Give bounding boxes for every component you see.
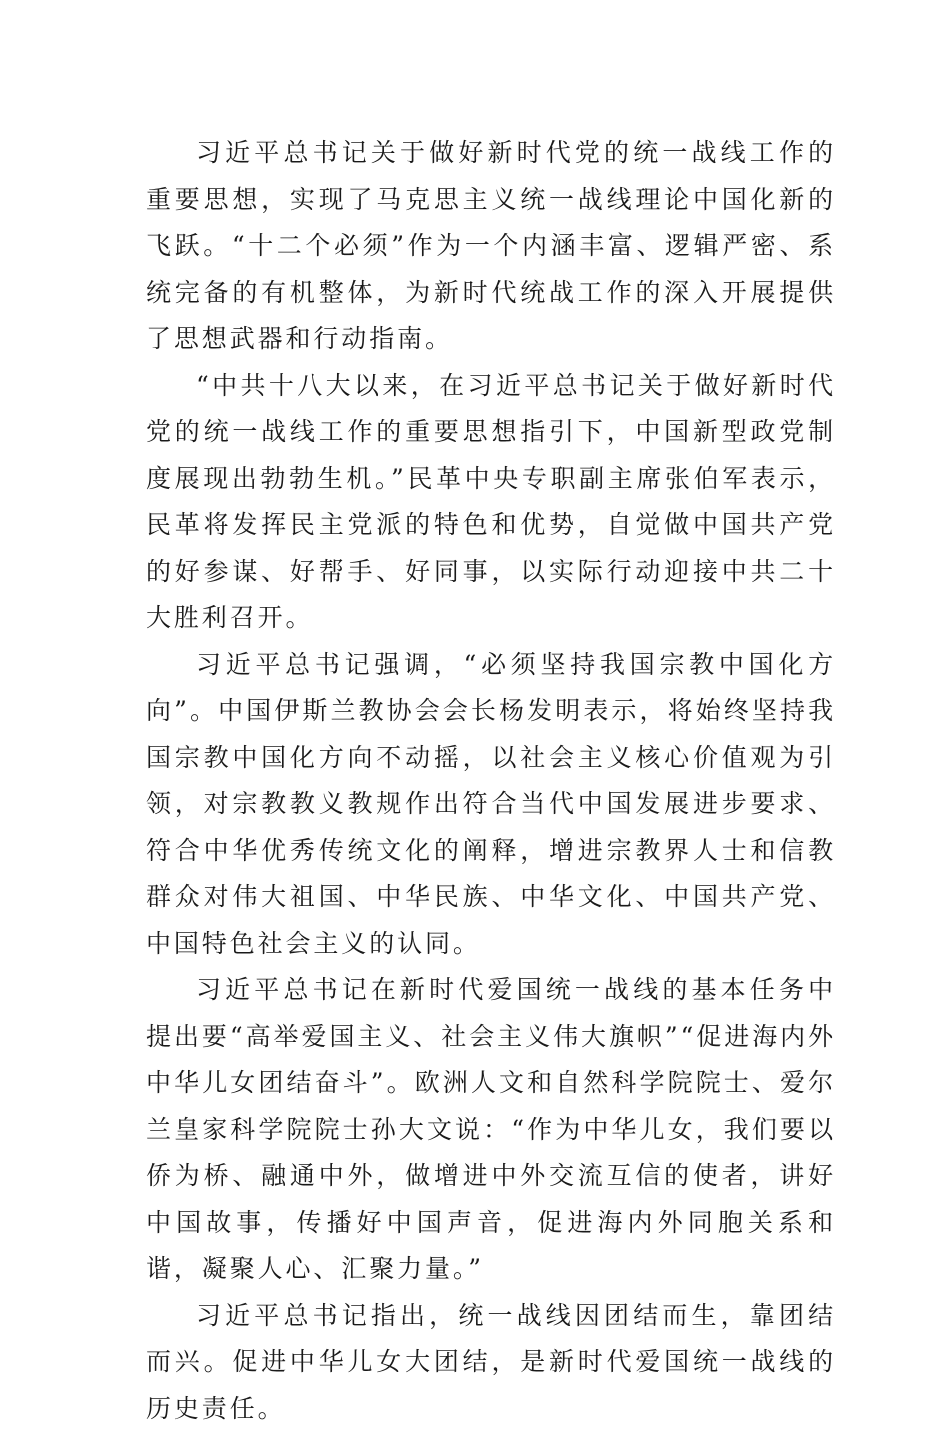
paragraph-5: 习近平总书记指出，统一战线因团结而生，靠团结而兴。促进中华儿女大团结，是新时代爱国统一战线的历史责任。 <box>146 1293 836 1432</box>
paragraph-2: “中共十八大以来，在习近平总书记关于做好新时代党的统一战线工作的重要思想指引下，中国新型政党制度展现出勃勃生机。”民革中央专职副主席张伯军表示，民革将发挥民主党派的特色和优势，自觉做中国共产党的好参谋、好帮手、好同事，以实际行动迎接中共二十大胜利召开。 <box>146 363 836 642</box>
paragraph-3: 习近平总书记强调，“必须坚持我国宗教中国化方向”。中国伊斯兰教协会会长杨发明表示，将始终坚持我国宗教中国化方向不动摇，以社会主义核心价值观为引领，对宗教教义教规作出符合当代中国发展进步要求、符合中华优秀传统文化的阐释，增进宗教界人士和信教群众对伟大祖国、中华民族、中华文化、中国共产党、中国特色社会主义的认同。 <box>146 642 836 968</box>
paragraph-4: 习近平总书记在新时代爱国统一战线的基本任务中提出要“高举爱国主义、社会主义伟大旗帜”“促进海内外中华儿女团结奋斗”。欧洲人文和自然科学院院士、爱尔兰皇家科学院院士孙大文说：“作为中华儿女，我们要以侨为桥、融通中外，做增进中外交流互信的使者，讲好中国故事，传播好中国声音，促进海内外同胞关系和谐，凝聚人心、汇聚力量。” <box>146 967 836 1293</box>
paragraph-1: 习近平总书记关于做好新时代党的统一战线工作的重要思想，实现了马克思主义统一战线理论中国化新的飞跃。“十二个必须”作为一个内涵丰富、逻辑严密、系统完备的有机整体，为新时代统战工作的深入开展提供了思想武器和行动指南。 <box>146 130 836 363</box>
article-body <box>146 130 836 1432</box>
